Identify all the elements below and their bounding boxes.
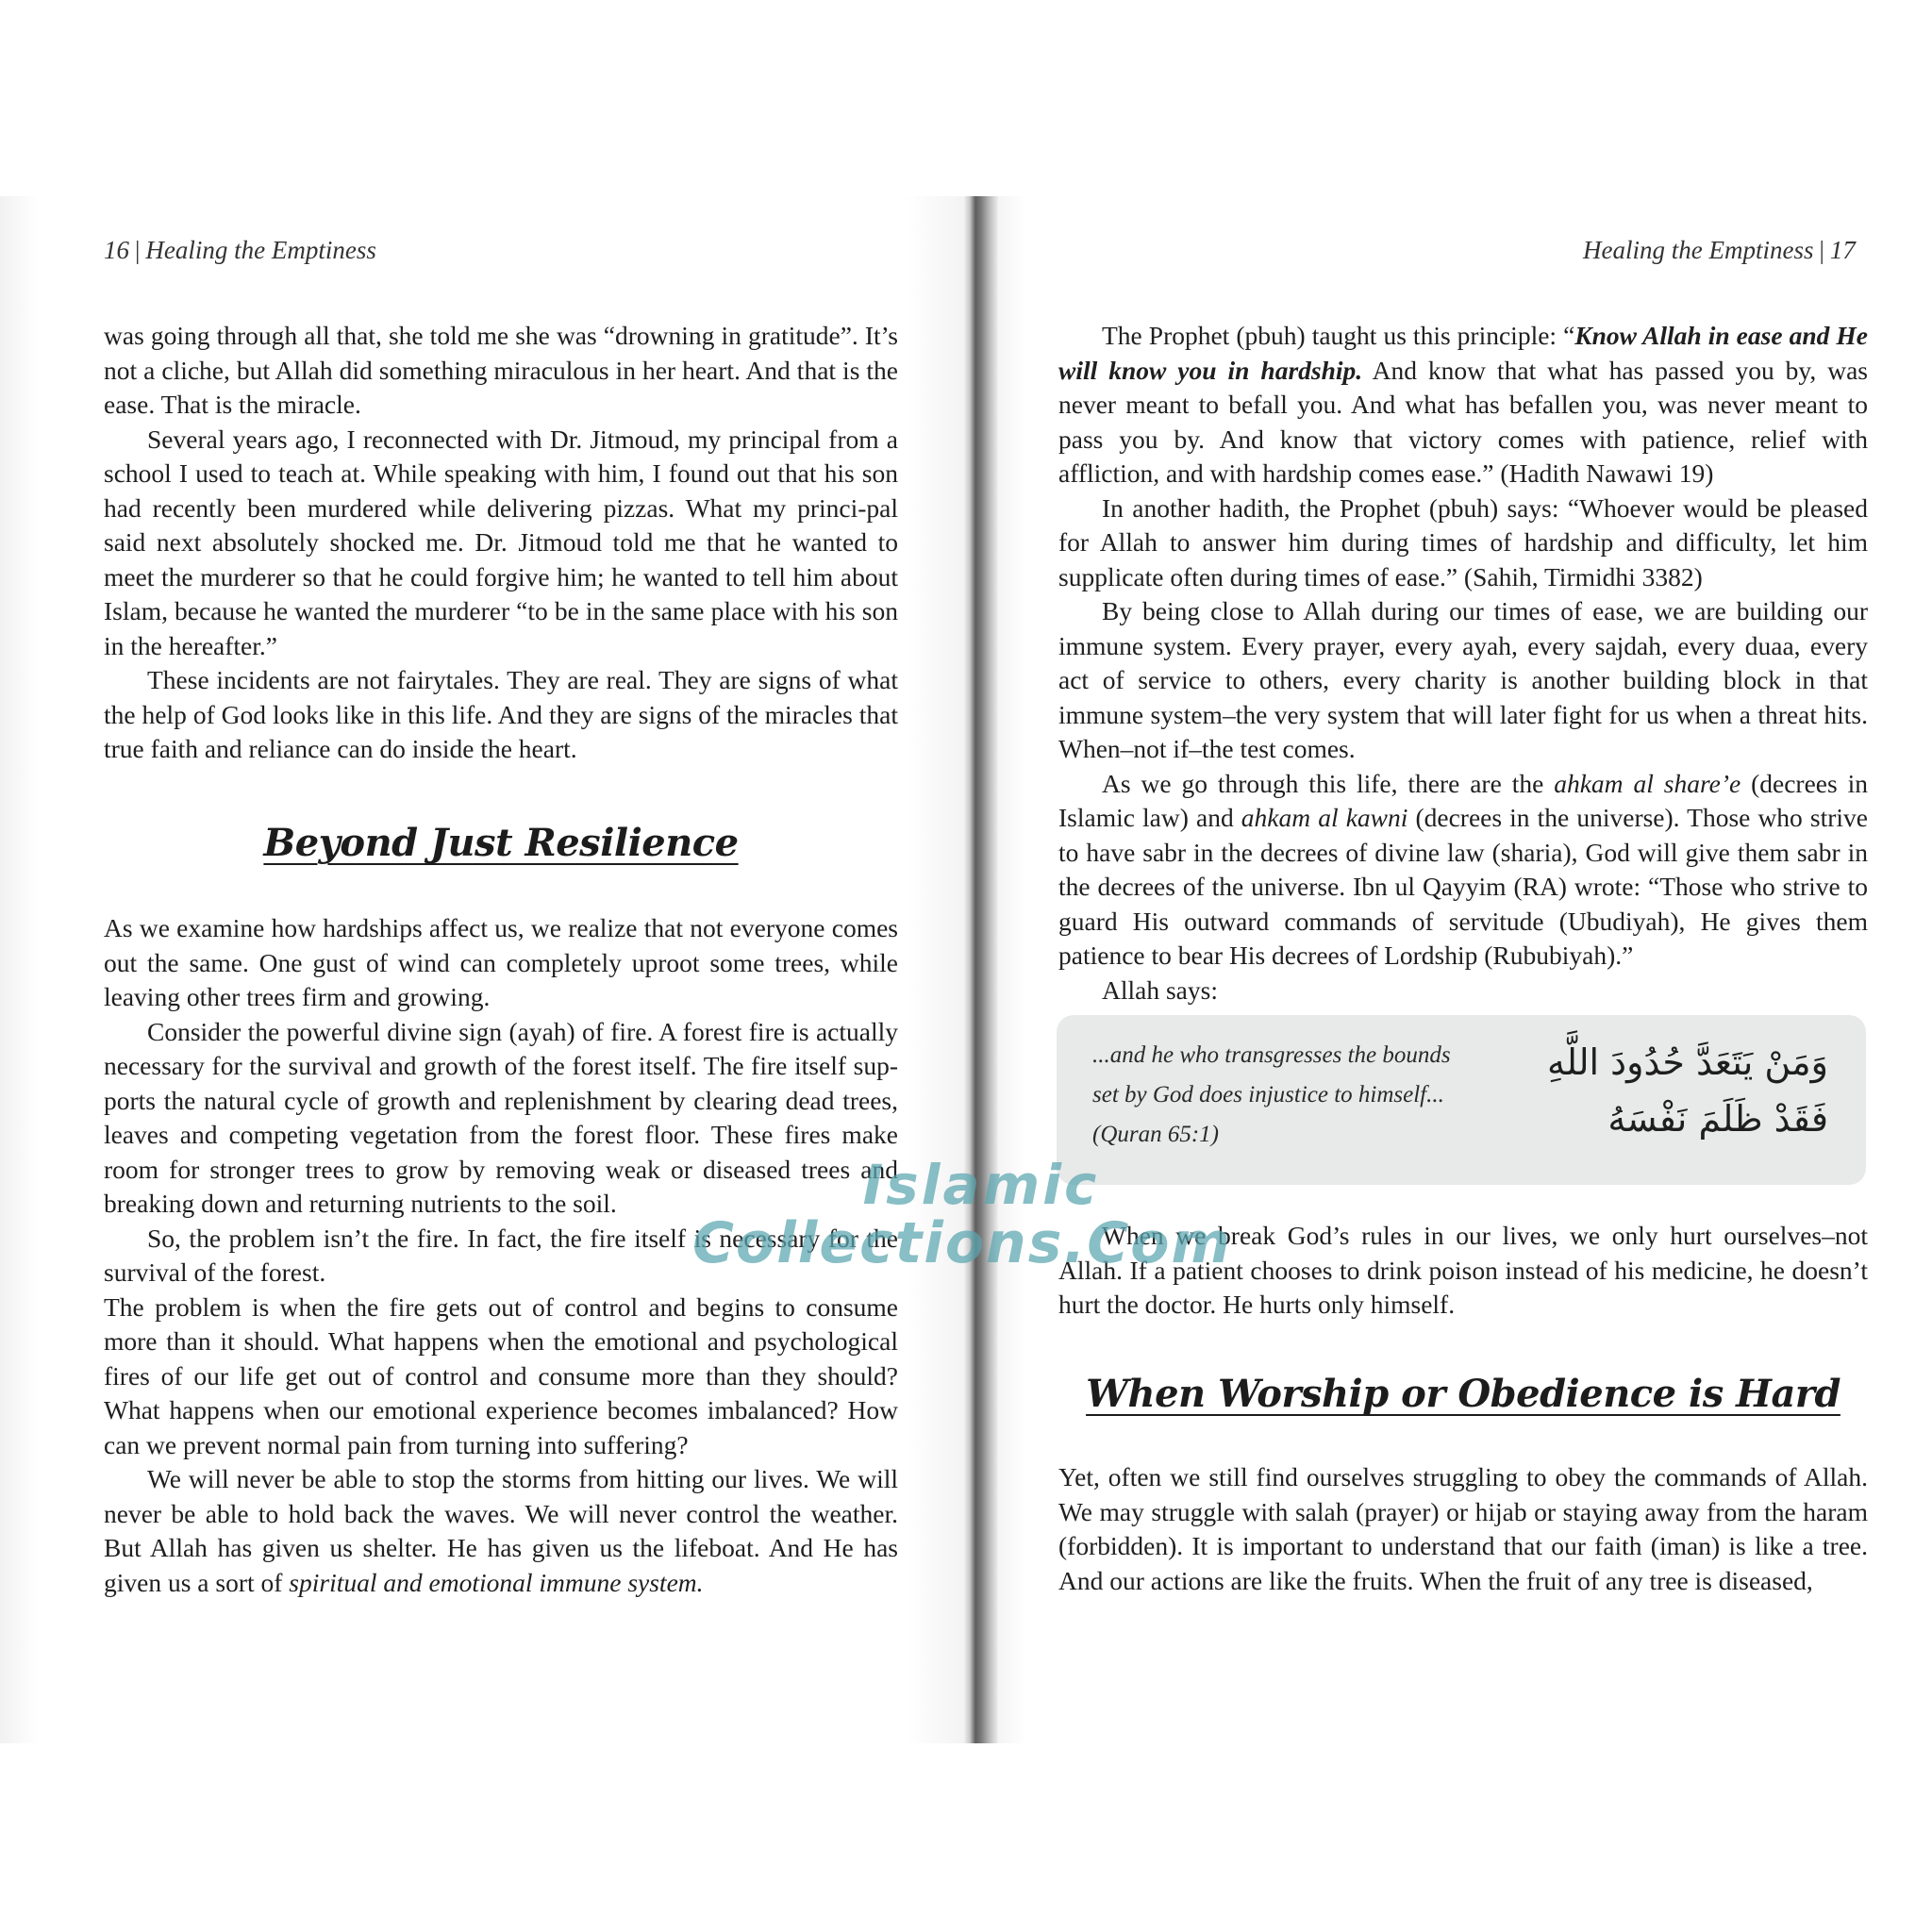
left-page xyxy=(0,196,964,1743)
right-page xyxy=(998,196,1932,1743)
paragraph: Several years ago, I reconnected with Dr. Jitmoud, my principal from a school I used to teach at. While speaking with him, I found out that his son had recently been murdered while delivering pizzas. What my princi-pal said next absolutely shocked me. Dr. Jitmoud told me that he wanted to meet the murderer so that he could forgive him; he wanted to tell him about Islam, because he wanted the murderer “to be in the same place with his son in the hereafter.” xyxy=(104,424,898,660)
book-spread xyxy=(0,196,1932,1743)
paragraph: Consider the powerful divine sign (ayah) of fire. A forest fire is actually necessary for the survival and growth of the forest itself. The fire itself sup-ports the natural cycle of growth and replenishment by clearing dead trees, leaves and competing vegetation from the forest floor. These fires make room for stronger trees to grow by removing weak or diseased trees and breaking down and returning nutrients to the soil. xyxy=(104,1016,898,1218)
paragraph-text: We will never be able to stop the storms from hitting our lives. We will never be able to hold back the waves. We will never control the weather. But Allah has given us shelter. He has given us the lifeboat. And He has given us a sort of xyxy=(104,1464,898,1597)
paragraph-text: (decrees in the universe). Those who strive to have sabr in the decrees of divine law (sharia), God will give them sabr in the decrees of the universe. Ibn ul Qayyim (RA) wrote: “Those who strive to guard His outward commands of servitude (Ubudiyah), He gives them patience to bear His decrees of Lordship (Rububiyah).” xyxy=(1058,803,1868,970)
paragraph: was going through all that, she told me she was “drowning in gratitude”. It’s not a cliche, but Allah did something miraculous in her heart. And that is the ease. That is the miracle. xyxy=(104,321,898,419)
left-text-bottom xyxy=(104,911,898,1600)
running-head-title: Healing the Emptiness xyxy=(1583,236,1814,264)
bold-quote: Know Allah in ease and He will know you in hardship. xyxy=(1058,321,1868,385)
right-text-top xyxy=(1058,319,1868,1008)
page-number: 17 xyxy=(1829,236,1856,264)
arabic-line: وَمَنْ يَتَعَدَّ حُدُودَ اللَّهِ xyxy=(1547,1041,1828,1083)
quote-english: ...and he who transgresses the bounds set by God does injustice to himself... (Quran 65:1) xyxy=(1092,1042,1451,1147)
left-running-head xyxy=(104,236,376,265)
paragraph: The problem is when the fire gets out of control and begins to consume more than it should. What happens when the emotional and psychological fires of our life get out of control and consume more than they should? What happens when our emotional experience becomes imbalanced? How can we prevent normal pain from turning into suffering? xyxy=(104,1291,898,1459)
running-head-title: Healing the Emptiness xyxy=(145,236,376,264)
italic-term: ahkam al kawni xyxy=(1241,803,1408,832)
section-heading: Beyond Just Resilience xyxy=(263,821,739,865)
paragraph-text: And know that what has passed you by, was never meant to befall you. And what has befallen you, was never meant to pass you by. And know that victory comes with patience, relief with affliction, and with hardship comes ease.” (Hadith Nawawi 19) xyxy=(1058,355,1868,488)
right-text-middle xyxy=(1058,1219,1868,1323)
paragraph: As we examine how hardships affect us, we realize that not everyone comes out the same. One gust of wind can completely uproot some trees, while leaving other trees firm and growing. xyxy=(104,913,898,1011)
separator: | xyxy=(135,236,141,264)
paragraph: Allah says: xyxy=(1102,974,1218,1005)
quran-quote-box xyxy=(1057,1015,1866,1185)
paragraph: So, the problem isn’t the fire. In fact, the fire itself is necessary for the survival of the forest. xyxy=(104,1223,898,1287)
separator: | xyxy=(1819,236,1824,264)
right-section xyxy=(1058,1372,1868,1416)
paragraph-text: As we go through this life, there are the xyxy=(1102,768,1555,798)
italic-phrase: spiritual and emotional immune system. xyxy=(289,1567,704,1597)
quote-arabic xyxy=(1489,1034,1828,1147)
paragraph: Yet, often we still find ourselves struggling to obey the commands of Allah. We may struggle with salah (prayer) or hijab or staying away from the haram (forbidden). It is important to understand that our faith (iman) is like a tree. And our actions are like the fruits. When the fruit of any tree is diseased, xyxy=(1058,1462,1868,1595)
paragraph: In another hadith, the Prophet (pbuh) says: “Whoever would be pleased for Allah to answer him during times of hardship and difficulty, let him supplicate often during times of ease.” (Sahih, Tirmidhi 3382) xyxy=(1058,492,1868,591)
section-heading: When Worship or Obedience is Hard xyxy=(1086,1372,1840,1416)
left-section xyxy=(104,821,898,865)
paragraph: These incidents are not fairytales. They are real. They are signs of what the help of God looks like in this life. And they are signs of the miracles that true faith and reliance can do inside the heart. xyxy=(104,665,898,763)
paragraph xyxy=(104,1462,898,1600)
italic-term: ahkam al share’e xyxy=(1554,768,1741,798)
book-gutter xyxy=(964,196,998,1743)
right-text-bottom xyxy=(1058,1460,1868,1598)
paragraph: By being close to Allah during our times of ease, we are building our immune system. Every prayer, every ayah, every sajdah, every duaa, every act of service to others, every charity is another building block in that immune system–the very system that will later fight for us when a threat hits. When–not if–the test comes. xyxy=(1058,596,1868,763)
paragraph: When we break God’s rules in our lives, we only hurt ourselves–not Allah. If a patient chooses to drink poison instead of his medicine, he doesn’t hurt the doctor. He hurts only himself. xyxy=(1058,1221,1868,1319)
paragraph-text: The Prophet (pbuh) taught us this principle: “ xyxy=(1102,321,1575,350)
watermark-line: Collections.Com xyxy=(691,1210,1233,1276)
paragraph xyxy=(1058,767,1868,974)
left-text-top xyxy=(104,319,898,767)
paragraph xyxy=(1058,319,1868,491)
arabic-line: فَقَدْ ظَلَمَ نَفْسَهُ xyxy=(1607,1098,1828,1140)
paragraph-text: (decrees in Islamic law) and xyxy=(1058,768,1868,832)
watermark-line: Islamic xyxy=(862,1153,1100,1217)
page-number: 16 xyxy=(104,236,129,264)
right-running-head xyxy=(1583,236,1932,265)
